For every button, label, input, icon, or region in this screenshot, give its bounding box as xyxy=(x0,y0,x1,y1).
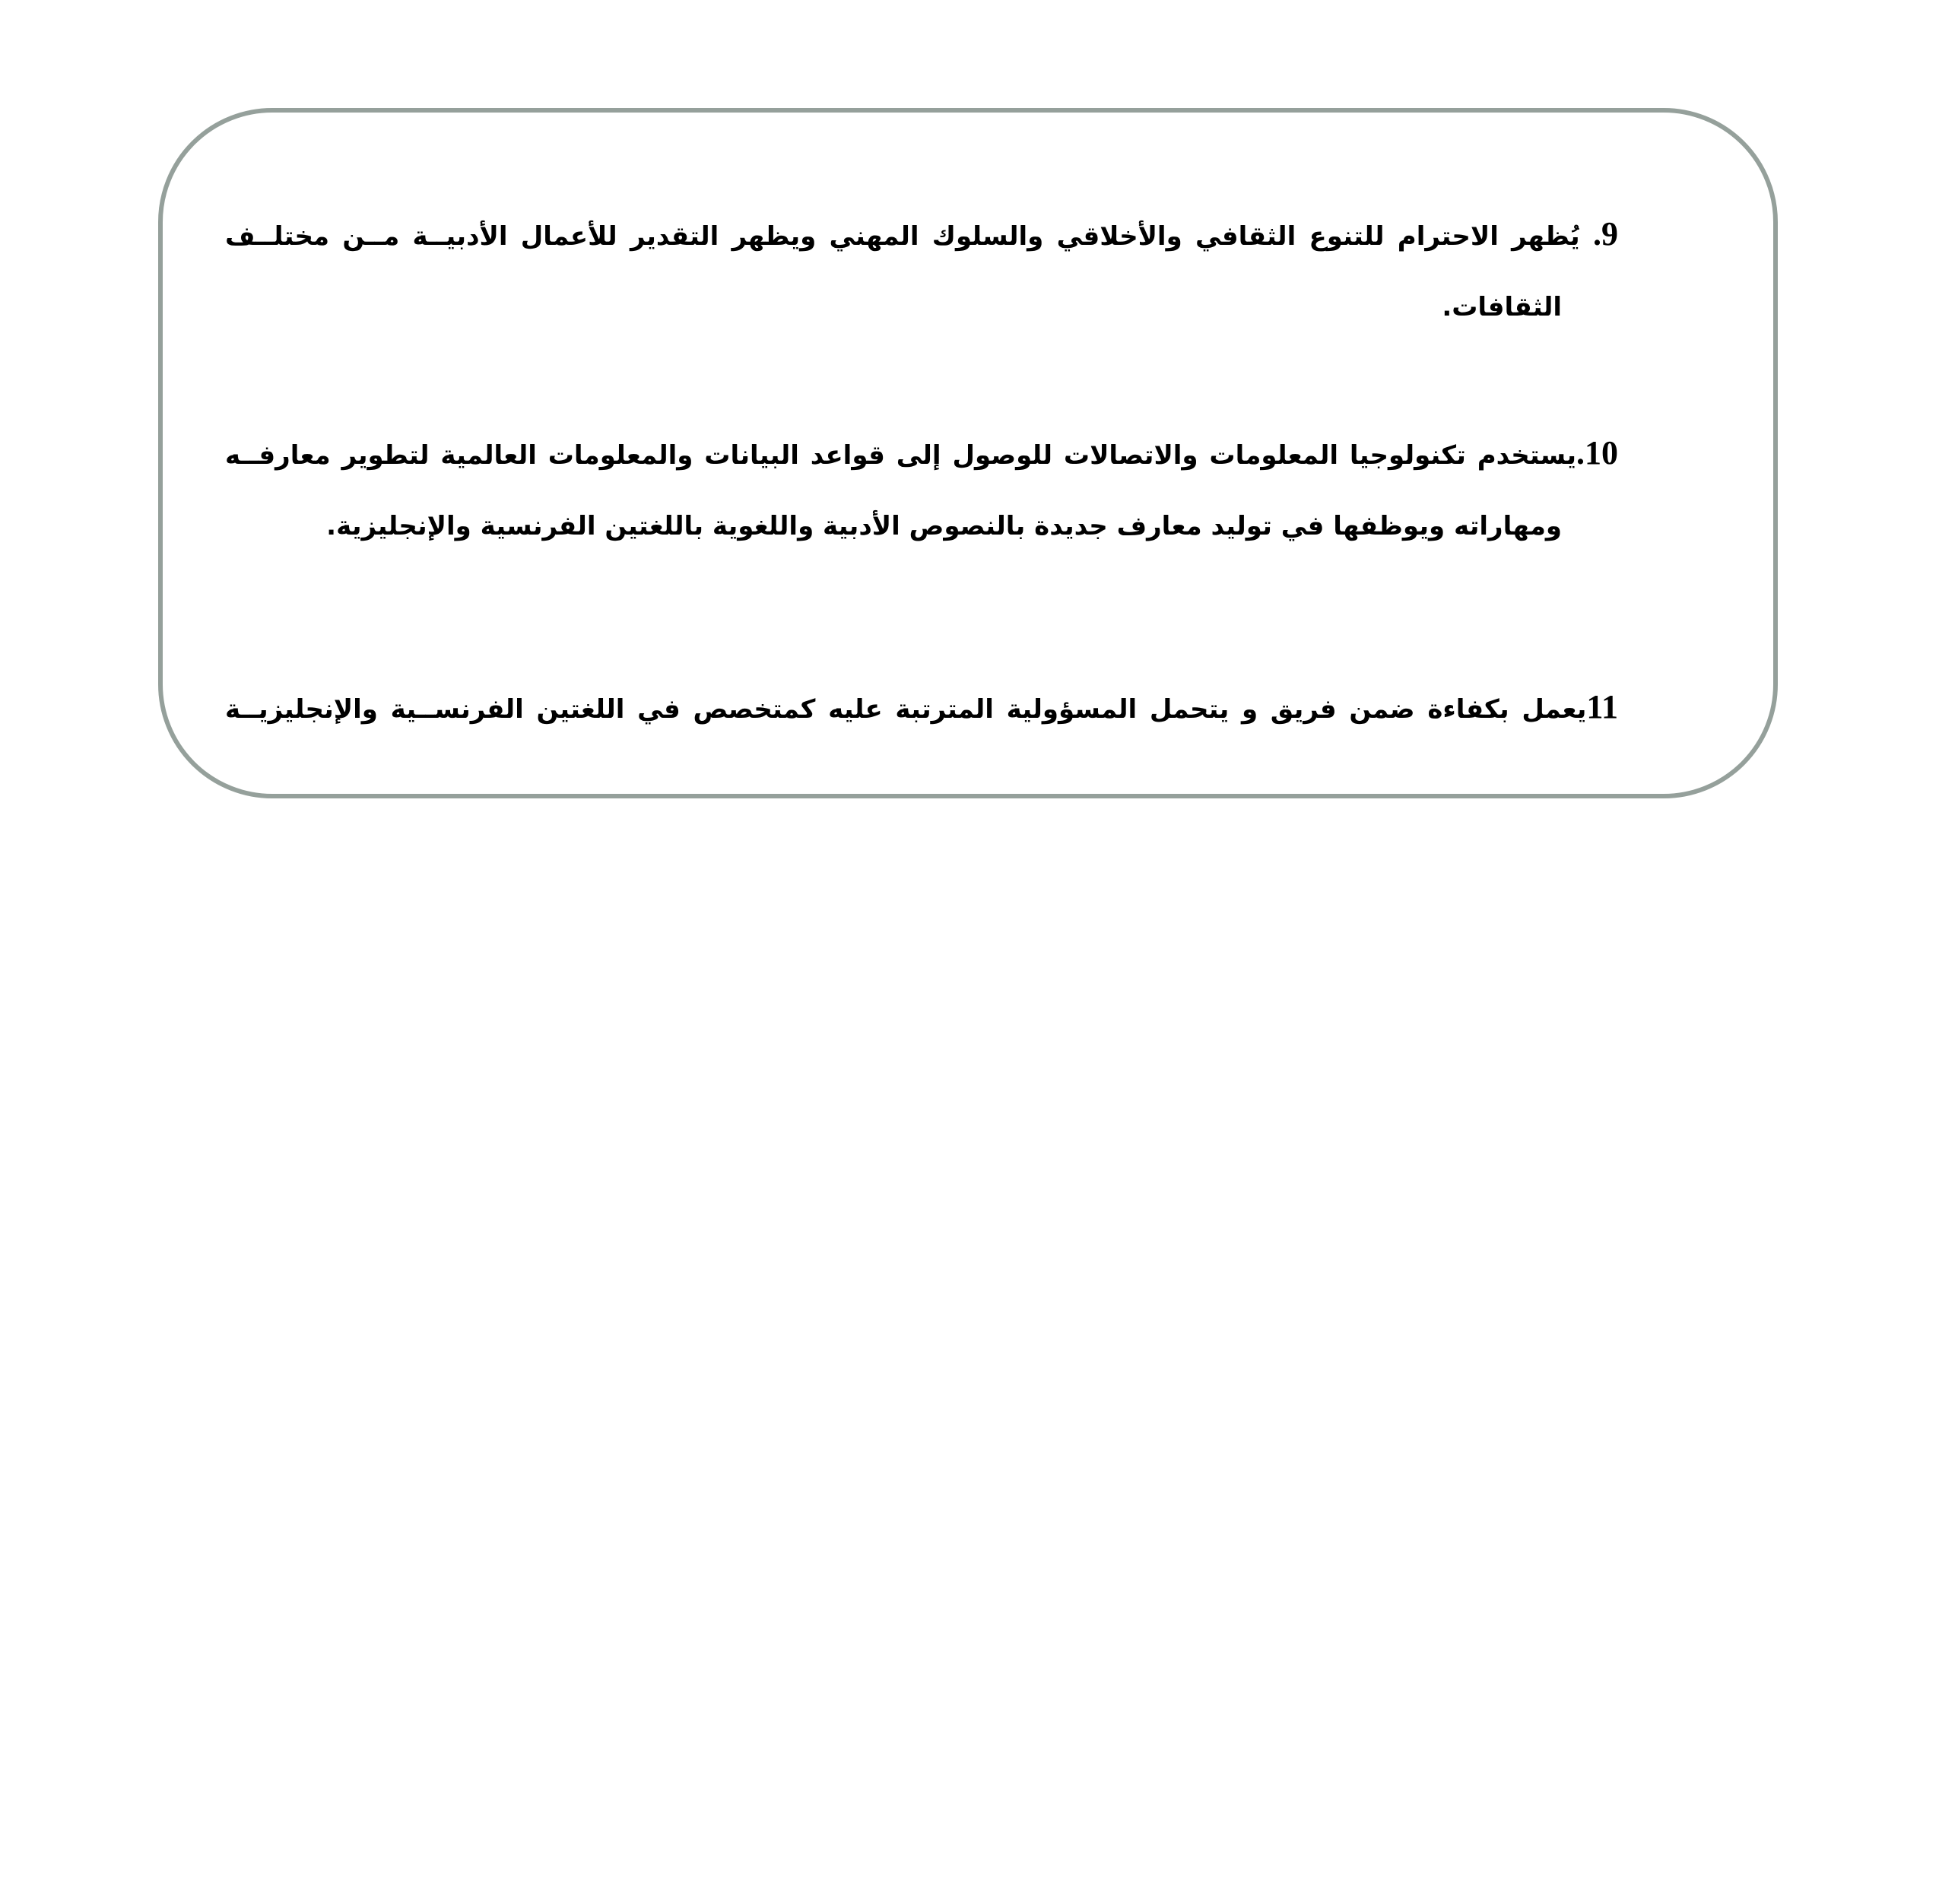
outcome-item-11 xyxy=(225,671,1618,744)
learning-outcomes-box xyxy=(158,108,1778,798)
outcome-11-number: 11 xyxy=(1586,688,1618,725)
outcome-10-text-line-1: يستخدم تكنولوجيا المعلومات والاتصالات للوصول إلى قواعد البيانات والمعلومات العالمية لتطوير معارفــه xyxy=(225,440,1576,471)
outcome-9-line-1 xyxy=(225,198,1618,271)
outcome-10-line-1 xyxy=(225,417,1618,490)
outcome-item-10 xyxy=(225,417,1618,563)
outcome-10-text-line-2: ومهاراته ويوظفها في توليد معارف جديدة بالنصوص الأدبية واللغوية باللغتين الفرنسية والإنجليزية. xyxy=(326,511,1562,541)
outcome-10-number: 10. xyxy=(1576,434,1618,471)
outcome-11-text-line-1: يعمل بكفاءة ضمن فريق و يتحمل المسؤولية المترتبة عليه كمتخصص في اللغتين الفرنســية والإنجليزيــة xyxy=(225,694,1587,725)
outcome-11-line-1 xyxy=(225,671,1618,744)
outcome-item-9 xyxy=(225,198,1618,344)
outcome-9-text-line-1: يُظهر الاحترام للتنوع الثقافي والأخلاقي والسلوك المهني ويظهر التقدير للأعمال الأدبيــة مــن مختلــف xyxy=(225,221,1580,252)
outcome-9-text-line-2: الثقافات. xyxy=(1442,292,1562,322)
outcome-9-number: 9. xyxy=(1593,215,1618,252)
